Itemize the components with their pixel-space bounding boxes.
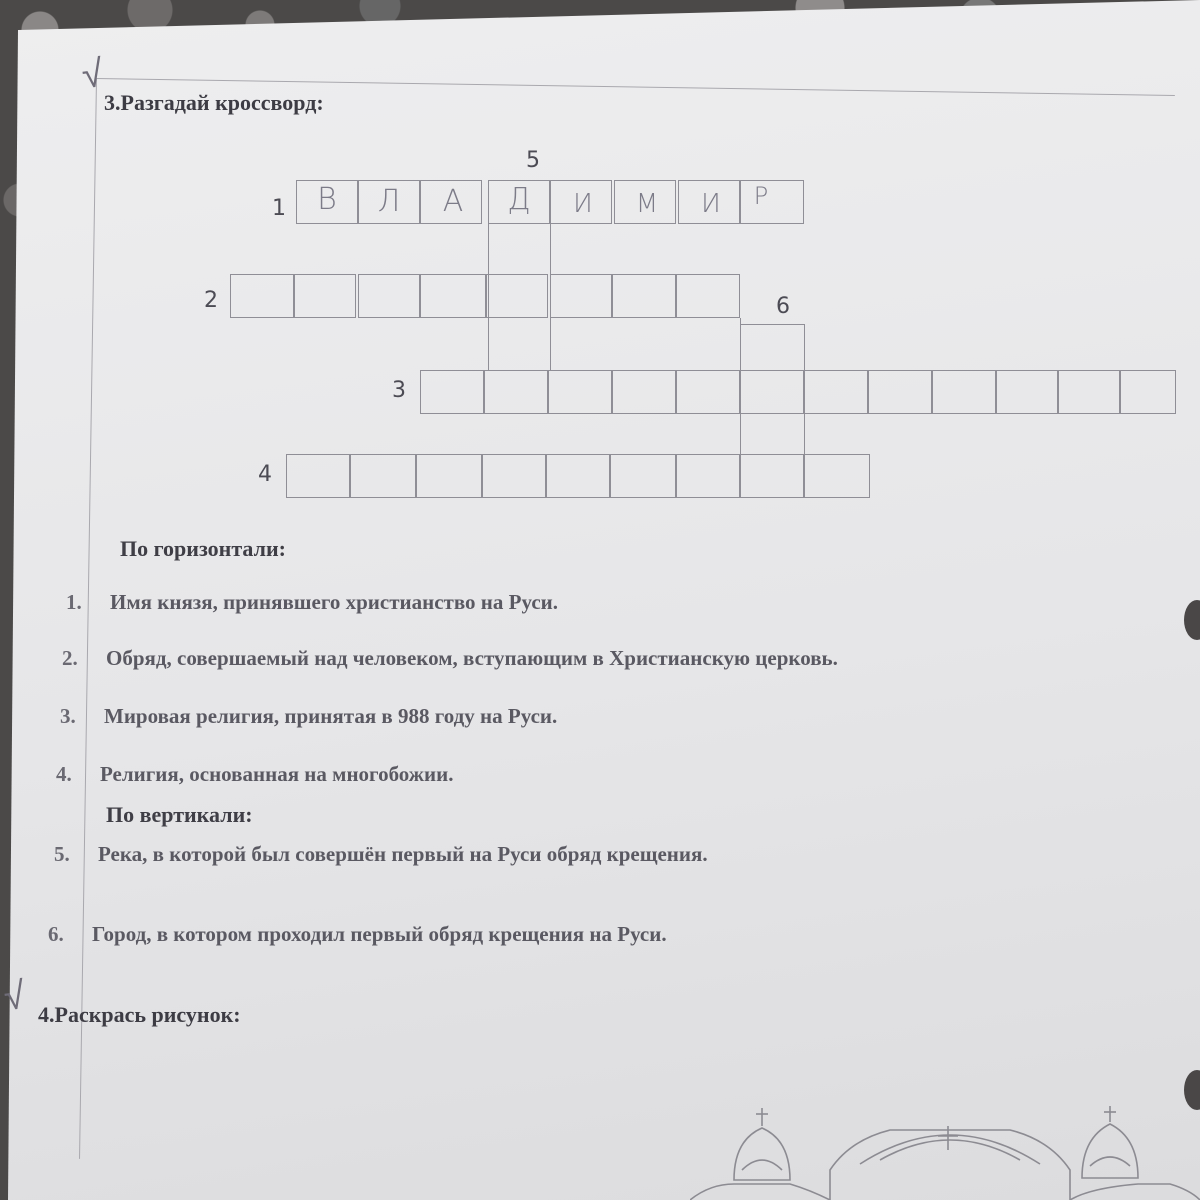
crossword-cell[interactable]: [610, 454, 676, 498]
crossword-cell[interactable]: [676, 370, 740, 414]
crossword-cell[interactable]: [286, 454, 350, 498]
grid-line: [488, 224, 489, 370]
crossword-cell[interactable]: [932, 370, 996, 414]
clue-text: Город, в котором проходил первый обряд крещения на Руси.: [92, 922, 667, 946]
clue-item: [48, 922, 667, 947]
vertical-title: По вертикали:: [106, 802, 253, 827]
crossword-cell[interactable]: [996, 370, 1058, 414]
crossword-number-2: 2: [204, 288, 218, 313]
clue-text: Мировая религия, принятая в 988 году на Руси.: [104, 704, 558, 728]
handwritten-letter: В: [317, 182, 337, 217]
handwritten-letter: Д: [507, 182, 531, 217]
check-mark-icon: √: [78, 50, 106, 98]
clue-item: [54, 842, 708, 867]
check-mark-icon: √: [0, 972, 28, 1020]
clue-text: Религия, основанная на многобожии.: [100, 762, 454, 786]
crossword-cell[interactable]: [420, 370, 484, 414]
handwritten-letter: А: [442, 184, 464, 219]
handwritten-letter: Л: [377, 184, 401, 219]
grid-line: [740, 324, 804, 325]
crossword-cell[interactable]: [546, 454, 610, 498]
crossword-cell[interactable]: [740, 370, 804, 414]
crossword-cell[interactable]: [230, 274, 294, 318]
crossword-cell[interactable]: [416, 454, 482, 498]
crossword-cell[interactable]: [486, 274, 548, 318]
clue-text: Имя князя, принявшего христианство на Руси.: [110, 590, 559, 614]
crossword-cell[interactable]: [1120, 370, 1176, 414]
crossword-cell[interactable]: [740, 454, 804, 498]
crossword-cell[interactable]: [358, 274, 420, 318]
handwritten-letter: И: [573, 189, 593, 219]
crossword-cell[interactable]: [350, 454, 416, 498]
crossword-number-4: 4: [258, 462, 272, 487]
clue-number: 2.: [62, 646, 78, 670]
crossword-cell[interactable]: [1058, 370, 1120, 414]
clue-text: Река, в которой был совершён первый на Руси обряд крещения.: [98, 842, 708, 866]
grid-line: [550, 224, 551, 370]
grid-line: [804, 324, 805, 454]
task3-title: 3.Разгадай кроссворд:: [104, 90, 324, 115]
clue-number: 5.: [54, 842, 70, 866]
crossword-number-6: 6: [776, 294, 790, 319]
crossword-cell[interactable]: [804, 454, 870, 498]
grid-line: [740, 318, 741, 454]
clue-number: 1.: [66, 590, 82, 614]
crossword-cell[interactable]: [484, 370, 548, 414]
clue-text: Обряд, совершаемый над человеком, вступающим в Христианскую церковь.: [106, 646, 838, 670]
crossword-cell[interactable]: [482, 454, 546, 498]
clue-number: 4.: [56, 762, 72, 786]
handwritten-letter: М: [635, 189, 659, 219]
crossword-number-3: 3: [392, 378, 406, 403]
crossword-cell[interactable]: [612, 370, 676, 414]
clue-number: 6.: [48, 922, 64, 946]
clue-number: 3.: [60, 704, 76, 728]
crossword-cell[interactable]: [676, 454, 740, 498]
crossword-number-1: 1: [272, 196, 286, 221]
crossword-cell[interactable]: [676, 274, 740, 318]
crossword-cell[interactable]: [868, 370, 932, 414]
church-drawing: [690, 1100, 1200, 1200]
crossword-cell[interactable]: [804, 370, 868, 414]
task4-title: 4.Раскрась рисунок:: [38, 1002, 241, 1027]
crossword-number-5: 5: [526, 148, 540, 173]
crossword-cell[interactable]: [294, 274, 356, 318]
crossword-cell[interactable]: [612, 274, 676, 318]
clue-item: [56, 762, 453, 787]
clue-item: [60, 704, 557, 729]
crossword-cell[interactable]: [420, 274, 486, 318]
crossword-cell[interactable]: [550, 274, 612, 318]
clue-item: [66, 590, 558, 615]
crossword-cell[interactable]: [548, 370, 612, 414]
horizontal-title: По горизонтали:: [120, 536, 286, 561]
handwritten-letter: И: [701, 189, 721, 219]
handwritten-letter: Р: [753, 182, 769, 210]
clue-item: [62, 646, 838, 671]
